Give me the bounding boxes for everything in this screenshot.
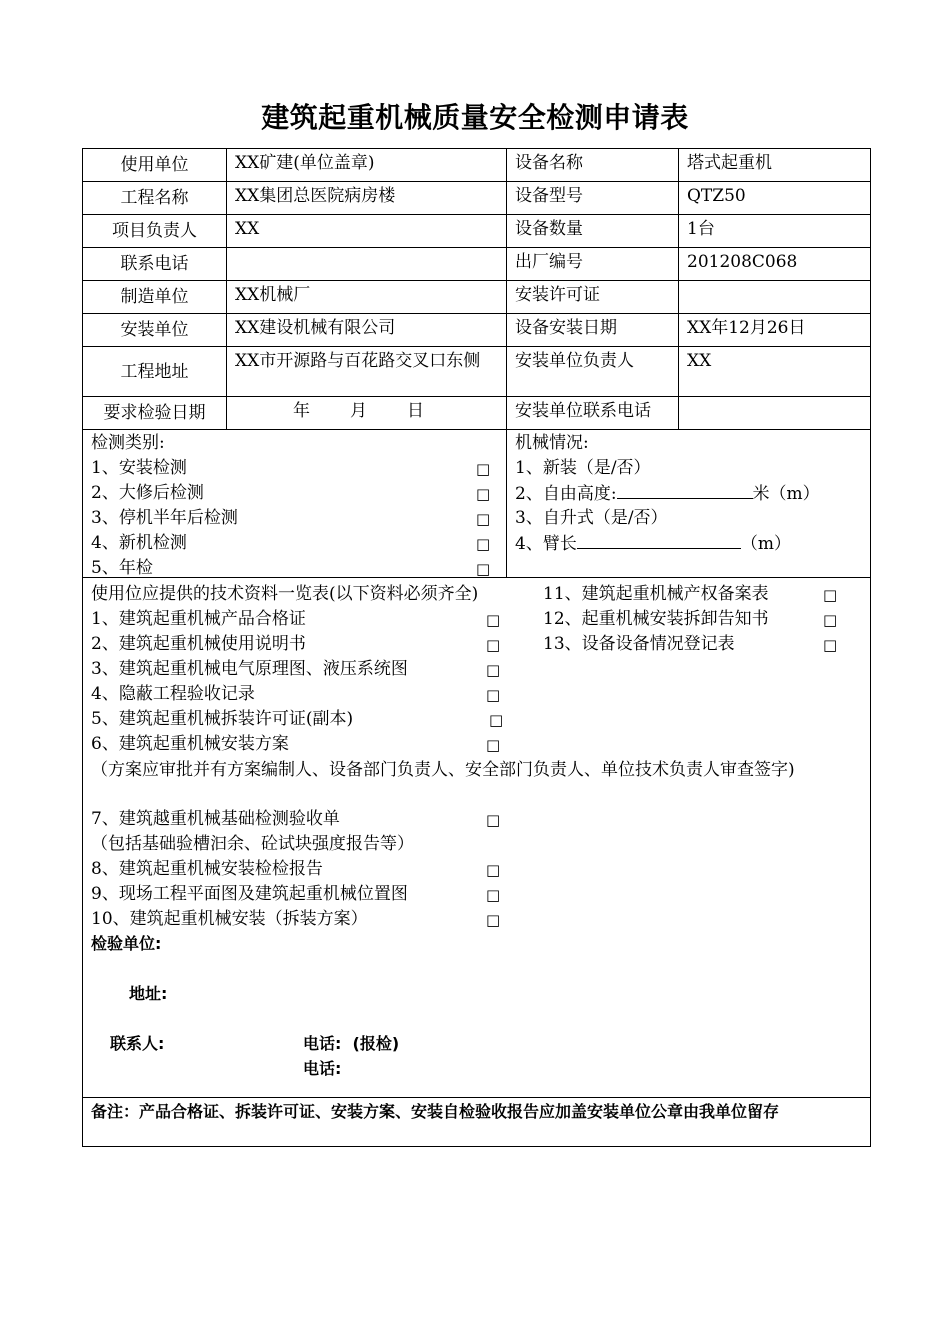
use-unit-label: 使用单位 (83, 149, 227, 182)
checkbox[interactable]: □ (486, 861, 501, 879)
machine-new: 1、新装（是/否） (515, 458, 651, 478)
table-row (83, 281, 871, 314)
page-title: 建筑起重机械质量安全检测申请表 (261, 101, 689, 134)
project-name-label: 工程名称 (83, 182, 227, 215)
doc-item: 5、建筑起重机械拆装许可证(副本) (91, 709, 354, 729)
doc-item: 6、建筑起重机械安装方案 (91, 734, 289, 754)
doc-note: （包括基础验槽汩余、砼试块强度报告等） (91, 834, 414, 854)
install-date-field[interactable]: XX年12月26日 (679, 314, 871, 347)
check-item: 1、安装检测 (91, 458, 187, 478)
table-row (83, 314, 871, 347)
docs-title: 使用位应提供的技术资料一览表(以下资料必须齐全) (91, 584, 479, 604)
install-phone-label: 安装单位联系电话 (507, 397, 679, 430)
day-label: 日 (407, 401, 424, 421)
doc-item: 13、设备设备情况登记表 (543, 634, 735, 654)
address-label: 工程地址 (83, 347, 227, 397)
phone-field[interactable] (227, 248, 507, 281)
table-row (83, 397, 871, 430)
year-label: 年 (293, 401, 310, 421)
arm-length-input[interactable] (577, 532, 741, 549)
checkbox[interactable]: □ (486, 811, 501, 829)
phone2-label: 电话: (303, 1059, 342, 1078)
machine-condition-section (507, 430, 871, 578)
checkbox[interactable]: □ (486, 661, 501, 679)
free-height-input[interactable] (617, 482, 753, 499)
checkbox[interactable]: □ (476, 460, 491, 478)
checkbox[interactable]: □ (823, 636, 838, 654)
application-form (82, 148, 871, 1147)
maker-field[interactable]: XX机械厂 (227, 281, 507, 314)
install-permit-label: 安装许可证 (507, 281, 679, 314)
doc-note: （方案应审批并有方案编制人、设备部门负责人、安全部门负责人、单位技术负责人审查签字) (91, 760, 795, 780)
inspect-date-label: 要求检验日期 (83, 397, 227, 430)
device-qty-field[interactable]: 1台 (679, 215, 871, 248)
phone1-note: (报检) (352, 1034, 400, 1053)
project-leader-label: 项目负责人 (83, 215, 227, 248)
doc-item: 2、建筑起重机械使用说明书 (91, 634, 306, 654)
check-item: 5、年检 (91, 558, 153, 578)
use-unit-field[interactable]: XX矿建(单位盖章) (227, 149, 507, 182)
install-phone-field[interactable] (679, 397, 871, 430)
check-type-title: 检测类别: (91, 433, 165, 453)
checkbox[interactable]: □ (486, 886, 501, 904)
doc-item: 8、建筑起重机械安装检检报告 (91, 859, 323, 879)
checkbox[interactable]: □ (476, 485, 491, 503)
checkbox[interactable]: □ (823, 586, 838, 604)
doc-item: 3、建筑起重机械电气原理图、液压系统图 (91, 659, 408, 679)
machine-free-height: 2、自由高度: 米（m） (515, 484, 820, 504)
install-unit-label: 安装单位 (83, 314, 227, 347)
phone-label: 联系电话 (83, 248, 227, 281)
phone1-label: 电话: (报检) (303, 1034, 400, 1053)
checkbox[interactable]: □ (476, 510, 491, 528)
inspect-date-field[interactable] (227, 397, 507, 430)
device-model-label: 设备型号 (507, 182, 679, 215)
contact-label: 联系人: (110, 1034, 165, 1053)
address-field[interactable]: XX市开源路与百花路交叉口东侧 (227, 347, 507, 397)
checkbox[interactable]: □ (489, 711, 504, 729)
table-row (83, 1098, 871, 1147)
install-leader-label: 安装单位负责人 (507, 347, 679, 397)
checkbox[interactable]: □ (476, 535, 491, 553)
table-row (83, 578, 871, 1098)
project-leader-field[interactable]: XX (227, 215, 507, 248)
machine-self-raising: 3、自升式（是/否） (515, 508, 668, 528)
checkbox[interactable]: □ (823, 611, 838, 629)
device-model-field[interactable]: QTZ50 (679, 182, 871, 215)
factory-no-field[interactable]: 201208C068 (679, 248, 871, 281)
inspection-unit-label: 检验单位: (91, 934, 162, 953)
doc-item: 10、建筑起重机械安装（拆装方案） (91, 909, 368, 929)
doc-item: 9、现场工程平面图及建筑起重机械位置图 (91, 884, 408, 904)
check-type-section (83, 430, 507, 578)
doc-item: 12、起重机械安装拆卸告知书 (543, 609, 769, 629)
machine-arm-length: 4、臂长 （m） (515, 534, 791, 554)
install-unit-field[interactable]: XX建设机械有限公司 (227, 314, 507, 347)
checkbox[interactable]: □ (486, 736, 501, 754)
inspection-address-label: 地址: (129, 984, 168, 1003)
checkbox[interactable]: □ (486, 686, 501, 704)
device-qty-label: 设备数量 (507, 215, 679, 248)
checkbox[interactable]: □ (486, 636, 501, 654)
check-item: 4、新机检测 (91, 533, 187, 553)
project-name-field[interactable]: XX集团总医院病房楼 (227, 182, 507, 215)
install-permit-field[interactable] (679, 281, 871, 314)
doc-item: 7、建筑越重机械基础检测验收单 (91, 809, 340, 829)
checkbox[interactable]: □ (476, 560, 491, 578)
install-date-label: 设备安装日期 (507, 314, 679, 347)
checkbox[interactable]: □ (486, 611, 501, 629)
doc-item: 11、建筑起重机械产权备案表 (543, 584, 769, 604)
table-row (83, 149, 871, 182)
table-row (83, 347, 871, 397)
remark: 备注：产品合格证、拆装许可证、安装方案、安装自检验收报告应加盖安装单位公章由我单位留存 (83, 1098, 871, 1147)
device-name-label: 设备名称 (507, 149, 679, 182)
table-row (83, 215, 871, 248)
machine-title: 机械情况: (515, 433, 589, 453)
documents-section (83, 578, 871, 1098)
check-item: 3、停机半年后检测 (91, 508, 238, 528)
table-row (83, 182, 871, 215)
table-row (83, 430, 871, 578)
month-label: 月 (350, 401, 367, 421)
device-name-field[interactable]: 塔式起重机 (679, 149, 871, 182)
factory-no-label: 出厂编号 (507, 248, 679, 281)
maker-label: 制造单位 (83, 281, 227, 314)
install-leader-field[interactable]: XX (679, 347, 871, 397)
check-item: 2、大修后检测 (91, 483, 204, 503)
doc-item: 4、隐蔽工程验收记录 (91, 684, 255, 704)
checkbox[interactable]: □ (486, 911, 501, 929)
doc-item: 1、建筑起重机械产品合格证 (91, 609, 306, 629)
table-row (83, 248, 871, 281)
